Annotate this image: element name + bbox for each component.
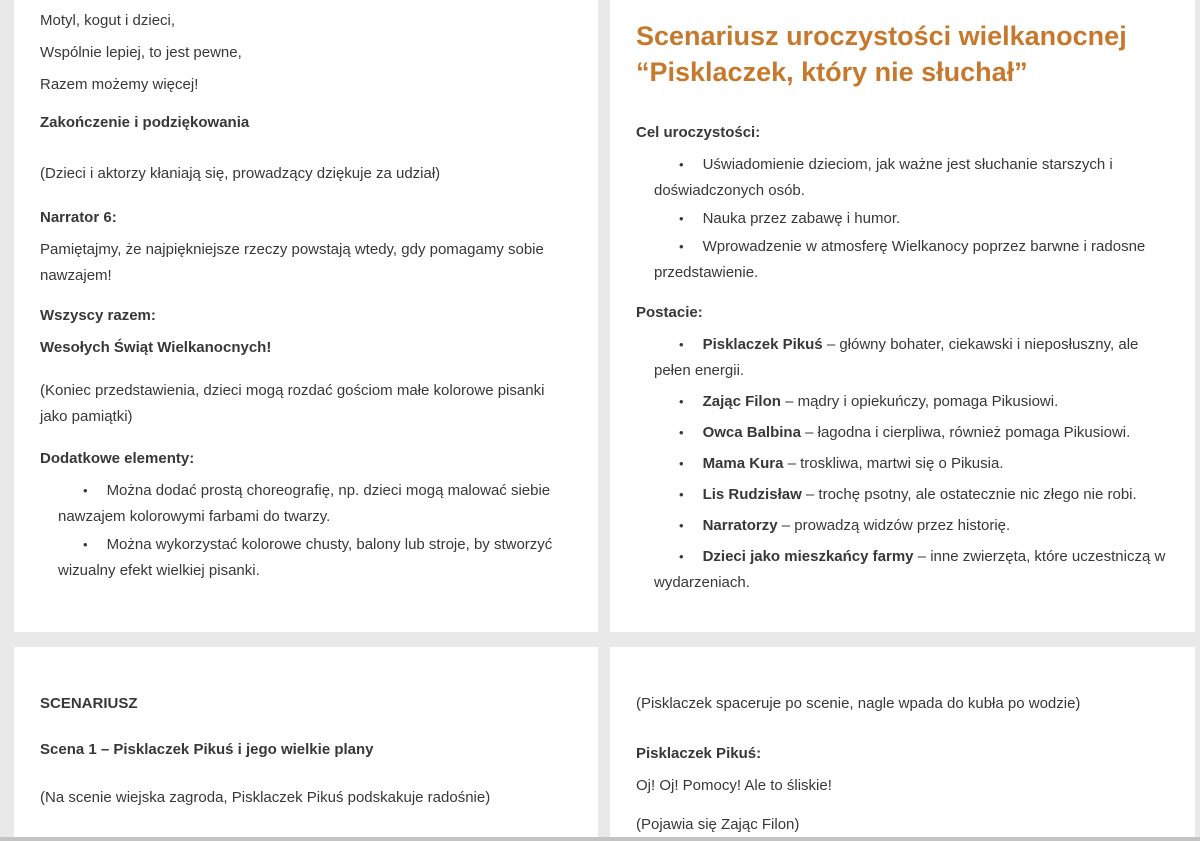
bullet-icon: • bbox=[679, 549, 684, 564]
section-heading: Pisklaczek Pikuś: bbox=[636, 745, 762, 762]
paragraph: Pamiętajmy, że najpiękniejsze rzeczy powstają wtedy, gdy pomagamy sobie nawzajem! bbox=[40, 241, 544, 284]
stage-direction: (Pojawia się Zając Filon) bbox=[636, 816, 800, 833]
character-desc: – mądry i opiekuńczy, pomaga Pikusiowi. bbox=[780, 393, 1059, 410]
character-name: Narratorzy bbox=[702, 517, 778, 534]
page-top-right[interactable] bbox=[610, 0, 1195, 632]
bullet-icon: • bbox=[679, 456, 684, 471]
character-desc: – łagodna i cierpliwa, również pomaga Pikusiowi. bbox=[800, 424, 1131, 441]
list-item bbox=[654, 206, 1169, 232]
bullet-icon: • bbox=[679, 337, 684, 352]
bullet-icon: • bbox=[679, 487, 684, 502]
list-item bbox=[654, 152, 1169, 204]
list-item bbox=[654, 513, 1169, 539]
character-name: Mama Kura bbox=[702, 455, 784, 472]
character-name: Zając Filon bbox=[702, 393, 781, 410]
list-item bbox=[58, 532, 572, 584]
section-heading: Cel uroczystości: bbox=[636, 124, 761, 141]
list-item bbox=[654, 451, 1169, 477]
section-heading: Postacie: bbox=[636, 304, 703, 321]
page-bottom-right[interactable] bbox=[610, 647, 1195, 838]
character-name: Owca Balbina bbox=[702, 424, 801, 441]
paragraph: Oj! Oj! Pomocy! Ale to śliskie! bbox=[636, 777, 832, 794]
character-desc: – troskliwa, martwi się o Pikusia. bbox=[783, 455, 1004, 472]
character-name: Lis Rudzisław bbox=[702, 486, 802, 503]
list-item bbox=[654, 389, 1169, 415]
character-name: Pisklaczek Pikuś bbox=[702, 336, 823, 353]
list-item bbox=[654, 332, 1169, 384]
stage-direction: (Pisklaczek spaceruje po scenie, nagle wpada do kubła po wodzie) bbox=[636, 695, 1081, 712]
section-heading: Zakończenie i podziękowania bbox=[40, 114, 250, 131]
character-name: Dzieci jako mieszkańcy farmy bbox=[702, 548, 914, 565]
paragraph: Motyl, kogut i dzieci, bbox=[40, 12, 176, 29]
bullet-icon: • bbox=[679, 394, 684, 409]
page-bottom-left[interactable] bbox=[14, 647, 598, 838]
bullet-icon: • bbox=[679, 157, 684, 172]
section-heading: SCENARIUSZ bbox=[40, 695, 138, 712]
document-title: Scenariusz uroczystości wielkanocnej “Pisklaczek, który nie słuchał” bbox=[636, 21, 1127, 87]
list-item bbox=[58, 478, 572, 530]
section-heading: Dodatkowe elementy: bbox=[40, 450, 195, 467]
section-heading: Scena 1 – Pisklaczek Pikuś i jego wielkie plany bbox=[40, 741, 374, 758]
list-item-text: Nauka przez zabawę i humor. bbox=[702, 210, 901, 227]
stage-direction: (Dzieci i aktorzy kłaniają się, prowadzący dziękuje za udział) bbox=[40, 165, 441, 182]
list-item bbox=[654, 234, 1169, 286]
stage-direction: (Na scenie wiejska zagroda, Pisklaczek Pikuś podskakuje radośnie) bbox=[40, 789, 491, 806]
bullet-icon: • bbox=[83, 483, 88, 498]
bullet-icon: • bbox=[679, 425, 684, 440]
bullet-icon: • bbox=[679, 211, 684, 226]
list-item-text: Wprowadzenie w atmosferę Wielkanocy poprzez barwne i radosne przedstawienie. bbox=[654, 238, 1146, 281]
list-item bbox=[654, 544, 1169, 596]
stage-direction: (Koniec przedstawienia, dzieci mogą rozdać gościom małe kolorowe pisanki jako pamiątki) bbox=[40, 382, 545, 425]
list-item-text: Uświadomienie dzieciom, jak ważne jest słuchanie starszych i doświadczonych osób. bbox=[654, 156, 1113, 199]
section-heading: Wesołych Świąt Wielkanocnych! bbox=[40, 339, 272, 356]
bottom-edge-bar bbox=[0, 837, 1200, 841]
paragraph: Razem możemy więcej! bbox=[40, 76, 199, 93]
character-desc: – inne zwierzęta, które uczestniczą w wydarzeniach. bbox=[654, 548, 1166, 591]
list-item bbox=[654, 482, 1169, 508]
character-desc: – prowadzą widzów przez historię. bbox=[777, 517, 1011, 534]
character-desc: – główny bohater, ciekawski i nieposłuszny, ale pełen energii. bbox=[654, 336, 1139, 379]
section-heading: Narrator 6: bbox=[40, 209, 117, 226]
bullet-icon: • bbox=[679, 518, 684, 533]
list-item-text: Można wykorzystać kolorowe chusty, balony lub stroje, by stworzyć wizualny efekt wielkiej pisanki. bbox=[58, 536, 553, 579]
paragraph: Wspólnie lepiej, to jest pewne, bbox=[40, 44, 242, 61]
page-top-left[interactable] bbox=[14, 0, 598, 632]
list-item bbox=[654, 420, 1169, 446]
list-item-text: Można dodać prostą choreografię, np. dzieci mogą malować siebie nawzajem kolorowymi farbami do twarzy. bbox=[58, 482, 551, 525]
section-heading: Wszyscy razem: bbox=[40, 307, 156, 324]
character-desc: – trochę psotny, ale ostatecznie nic złego nie robi. bbox=[801, 486, 1137, 503]
bullet-icon: • bbox=[83, 537, 88, 552]
bullet-icon: • bbox=[679, 239, 684, 254]
